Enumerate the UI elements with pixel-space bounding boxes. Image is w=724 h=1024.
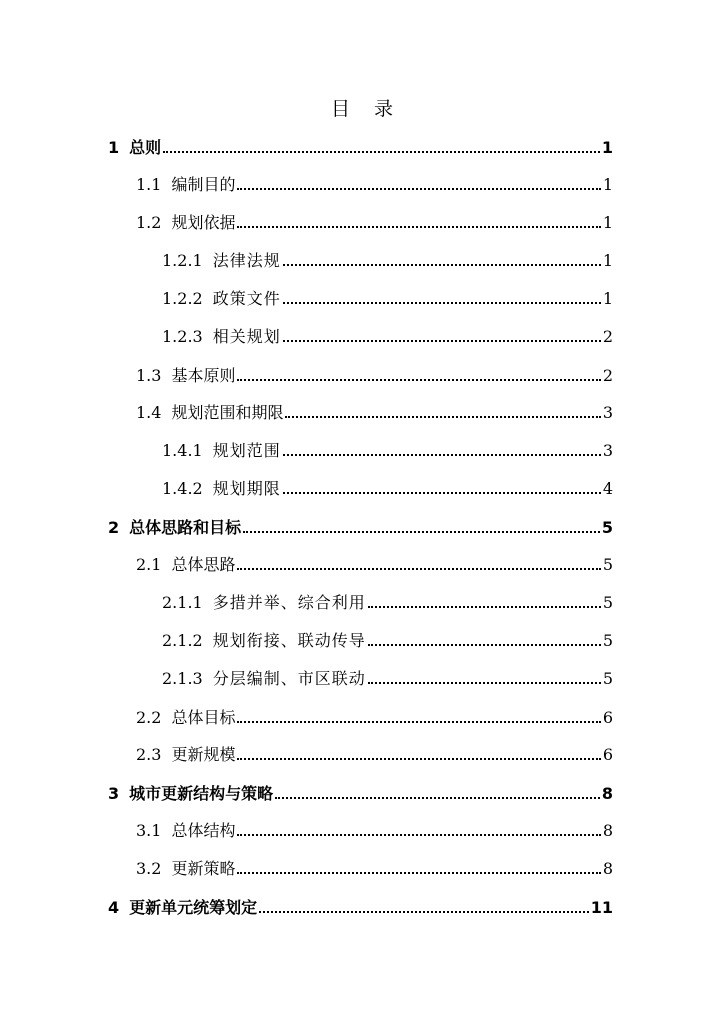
toc-entry-title: 总则 xyxy=(129,138,162,157)
toc-entry-title: 总体思路 xyxy=(171,555,236,574)
toc-entry-title: 总体结构 xyxy=(171,821,236,840)
toc-entry-number: 1.2.3 xyxy=(162,327,203,346)
toc-leader-dots xyxy=(368,606,601,608)
toc-entry[interactable] xyxy=(162,437,613,461)
toc-leader-dots xyxy=(237,758,600,760)
toc-entry[interactable] xyxy=(162,665,613,689)
toc-entry[interactable] xyxy=(136,362,613,386)
toc-leader-dots xyxy=(283,340,601,342)
toc-leader-dots xyxy=(237,872,600,874)
toc-entry-number: 1.2.2 xyxy=(162,289,203,308)
toc-leader-dots xyxy=(368,644,601,646)
toc-entry-number: 3.1 xyxy=(136,821,162,840)
toc-leader-dots xyxy=(237,568,600,570)
toc-entry[interactable] xyxy=(108,894,613,918)
toc-leader-dots xyxy=(163,151,600,153)
toc-entry-number: 1 xyxy=(108,138,120,157)
toc-entry-title: 更新策略 xyxy=(171,859,236,878)
toc-entry-page: 6 xyxy=(602,708,613,727)
toc-entry-page: 4 xyxy=(602,479,613,498)
toc-entry-title: 多措并举、综合利用 xyxy=(212,593,366,612)
toc-entry-title: 更新规模 xyxy=(171,745,236,764)
toc-entry-page: 3 xyxy=(602,441,613,460)
toc-entry[interactable] xyxy=(162,247,613,271)
toc-entry-number: 1.2.1 xyxy=(162,251,203,270)
toc-entry-number: 3 xyxy=(108,784,120,803)
toc-leader-dots xyxy=(283,492,601,494)
toc-title-char-1: 目 xyxy=(330,98,350,120)
toc-leader-dots xyxy=(237,226,600,228)
toc-entry-page: 1 xyxy=(601,138,613,157)
toc-leader-dots xyxy=(283,454,601,456)
toc-entry-page: 1 xyxy=(602,175,613,194)
toc-entry[interactable] xyxy=(136,171,613,195)
toc-entry[interactable] xyxy=(136,855,613,879)
toc-entry-title: 分层编制、市区联动 xyxy=(212,669,366,688)
toc-entry-page: 11 xyxy=(590,898,613,917)
toc-entry-page: 8 xyxy=(602,859,613,878)
toc-entry-number: 2 xyxy=(108,518,120,537)
toc-entry-number: 2.1 xyxy=(136,555,162,574)
toc-entry[interactable] xyxy=(136,741,613,765)
toc-leader-dots xyxy=(237,379,600,381)
toc-entry[interactable] xyxy=(108,134,613,158)
toc-entry-number: 3.2 xyxy=(136,859,162,878)
toc-title-char-2: 录 xyxy=(374,98,394,120)
toc-entry-title: 规划依据 xyxy=(171,213,236,232)
toc-entry-number: 2.1.2 xyxy=(162,631,203,650)
toc-entry-title: 规划期限 xyxy=(212,479,281,498)
toc-leader-dots xyxy=(259,911,589,913)
toc-entry-title: 规划范围和期限 xyxy=(171,403,284,422)
toc-entry-number: 1.3 xyxy=(136,366,162,385)
toc-entry-number: 1.4.1 xyxy=(162,441,203,460)
toc-title xyxy=(0,94,724,121)
toc-entry-title: 法律法规 xyxy=(212,251,281,270)
toc-entry-page: 8 xyxy=(601,784,613,803)
toc-entry-number: 2.3 xyxy=(136,745,162,764)
toc-entry-page: 1 xyxy=(602,289,613,308)
toc-entry-page: 2 xyxy=(602,327,613,346)
toc-entry-title: 相关规划 xyxy=(212,327,281,346)
toc-entry-number: 2.2 xyxy=(136,708,162,727)
toc-entry-title: 总体目标 xyxy=(171,708,236,727)
toc-entry-number: 4 xyxy=(108,898,120,917)
toc-entry-title: 编制目的 xyxy=(171,175,236,194)
toc-entry-number: 1.4.2 xyxy=(162,479,203,498)
toc-entry-number: 1.2 xyxy=(136,213,162,232)
toc-entry[interactable] xyxy=(162,285,613,309)
toc-entry[interactable] xyxy=(136,209,613,233)
toc-entry-title: 规划范围 xyxy=(212,441,281,460)
toc-leader-dots xyxy=(237,188,600,190)
toc-entry-number: 2.1.1 xyxy=(162,593,203,612)
toc-entry[interactable] xyxy=(136,399,613,423)
toc-entry[interactable] xyxy=(136,704,613,728)
toc-leader-dots xyxy=(285,416,600,418)
toc-entry[interactable] xyxy=(108,514,613,538)
toc-entry-page: 1 xyxy=(602,213,613,232)
toc-leader-dots xyxy=(368,682,601,684)
toc-entry-title: 总体思路和目标 xyxy=(129,518,242,537)
toc-entry-page: 5 xyxy=(601,518,613,537)
toc-entry-title: 城市更新结构与策略 xyxy=(129,784,274,803)
toc-leader-dots xyxy=(243,531,600,533)
toc-leader-dots xyxy=(237,834,600,836)
toc-entry-page: 1 xyxy=(602,251,613,270)
toc-entry-title: 基本原则 xyxy=(171,366,236,385)
toc-entry-number: 2.1.3 xyxy=(162,669,203,688)
toc-entry-page: 5 xyxy=(602,555,613,574)
toc-entry-number: 1.4 xyxy=(136,403,162,422)
toc-entry-title: 规划衔接、联动传导 xyxy=(212,631,366,650)
toc-entry-number: 1.1 xyxy=(136,175,162,194)
toc-entry[interactable] xyxy=(136,551,613,575)
toc-leader-dots xyxy=(275,797,600,799)
toc-entry-page: 5 xyxy=(602,593,613,612)
toc-entry-page: 6 xyxy=(602,745,613,764)
toc-entry-page: 5 xyxy=(602,631,613,650)
toc-entry-page: 5 xyxy=(602,669,613,688)
toc-entry-page: 8 xyxy=(602,821,613,840)
toc-entry[interactable] xyxy=(162,627,613,651)
toc-entry[interactable] xyxy=(162,323,613,347)
toc-leader-dots xyxy=(283,264,601,266)
toc-entry[interactable] xyxy=(108,780,613,804)
toc-entry-page: 2 xyxy=(602,366,613,385)
toc-leader-dots xyxy=(237,721,600,723)
toc-entry-title: 政策文件 xyxy=(212,289,281,308)
toc-entry[interactable] xyxy=(162,475,613,499)
toc-leader-dots xyxy=(283,302,601,304)
toc-entry-title: 更新单元统筹划定 xyxy=(129,898,258,917)
toc-entry[interactable] xyxy=(136,817,613,841)
toc-entry[interactable] xyxy=(162,589,613,613)
toc-entry-page: 3 xyxy=(602,403,613,422)
